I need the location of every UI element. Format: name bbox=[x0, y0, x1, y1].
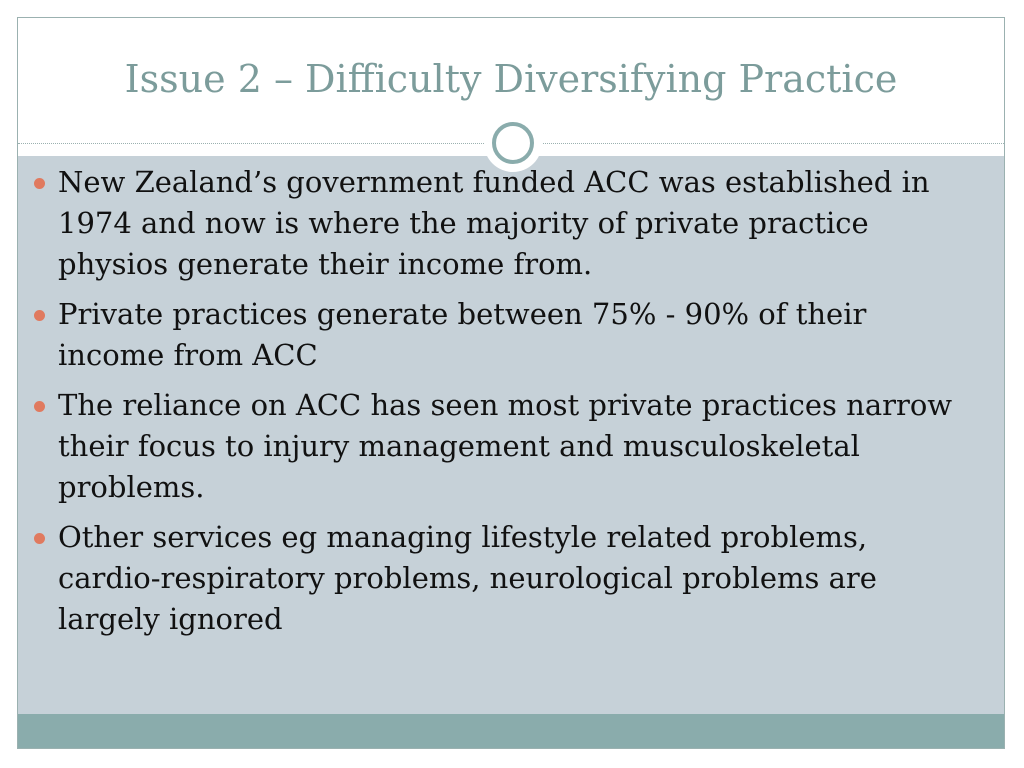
ring-icon bbox=[492, 122, 534, 164]
bullet-dot-icon bbox=[34, 401, 45, 412]
bullet-item bbox=[33, 517, 953, 640]
bullet-text: Private practices generate between 75% - 90% of their income from ACC bbox=[58, 297, 867, 372]
bullet-dot-icon bbox=[34, 310, 45, 321]
bullet-item bbox=[33, 162, 953, 285]
bullet-item bbox=[33, 294, 953, 376]
slide-title: Issue 2 – Difficulty Diversifying Practice bbox=[124, 57, 898, 101]
bullet-text: Other services eg managing lifestyle related problems, cardio-respiratory problems, neurological problems are largely ignored bbox=[58, 520, 877, 636]
bullet-dot-icon bbox=[34, 178, 45, 189]
bullet-list bbox=[33, 162, 953, 649]
bullet-text: New Zealand’s government funded ACC was established in 1974 and now is where the majority of private practice physios generate their income from. bbox=[58, 165, 930, 281]
bullet-dot-icon bbox=[34, 533, 45, 544]
bullet-item bbox=[33, 385, 953, 508]
footer-bar bbox=[18, 714, 1004, 748]
bullet-text: The reliance on ACC has seen most private practices narrow their focus to injury management and musculoskeletal problems. bbox=[58, 388, 953, 504]
